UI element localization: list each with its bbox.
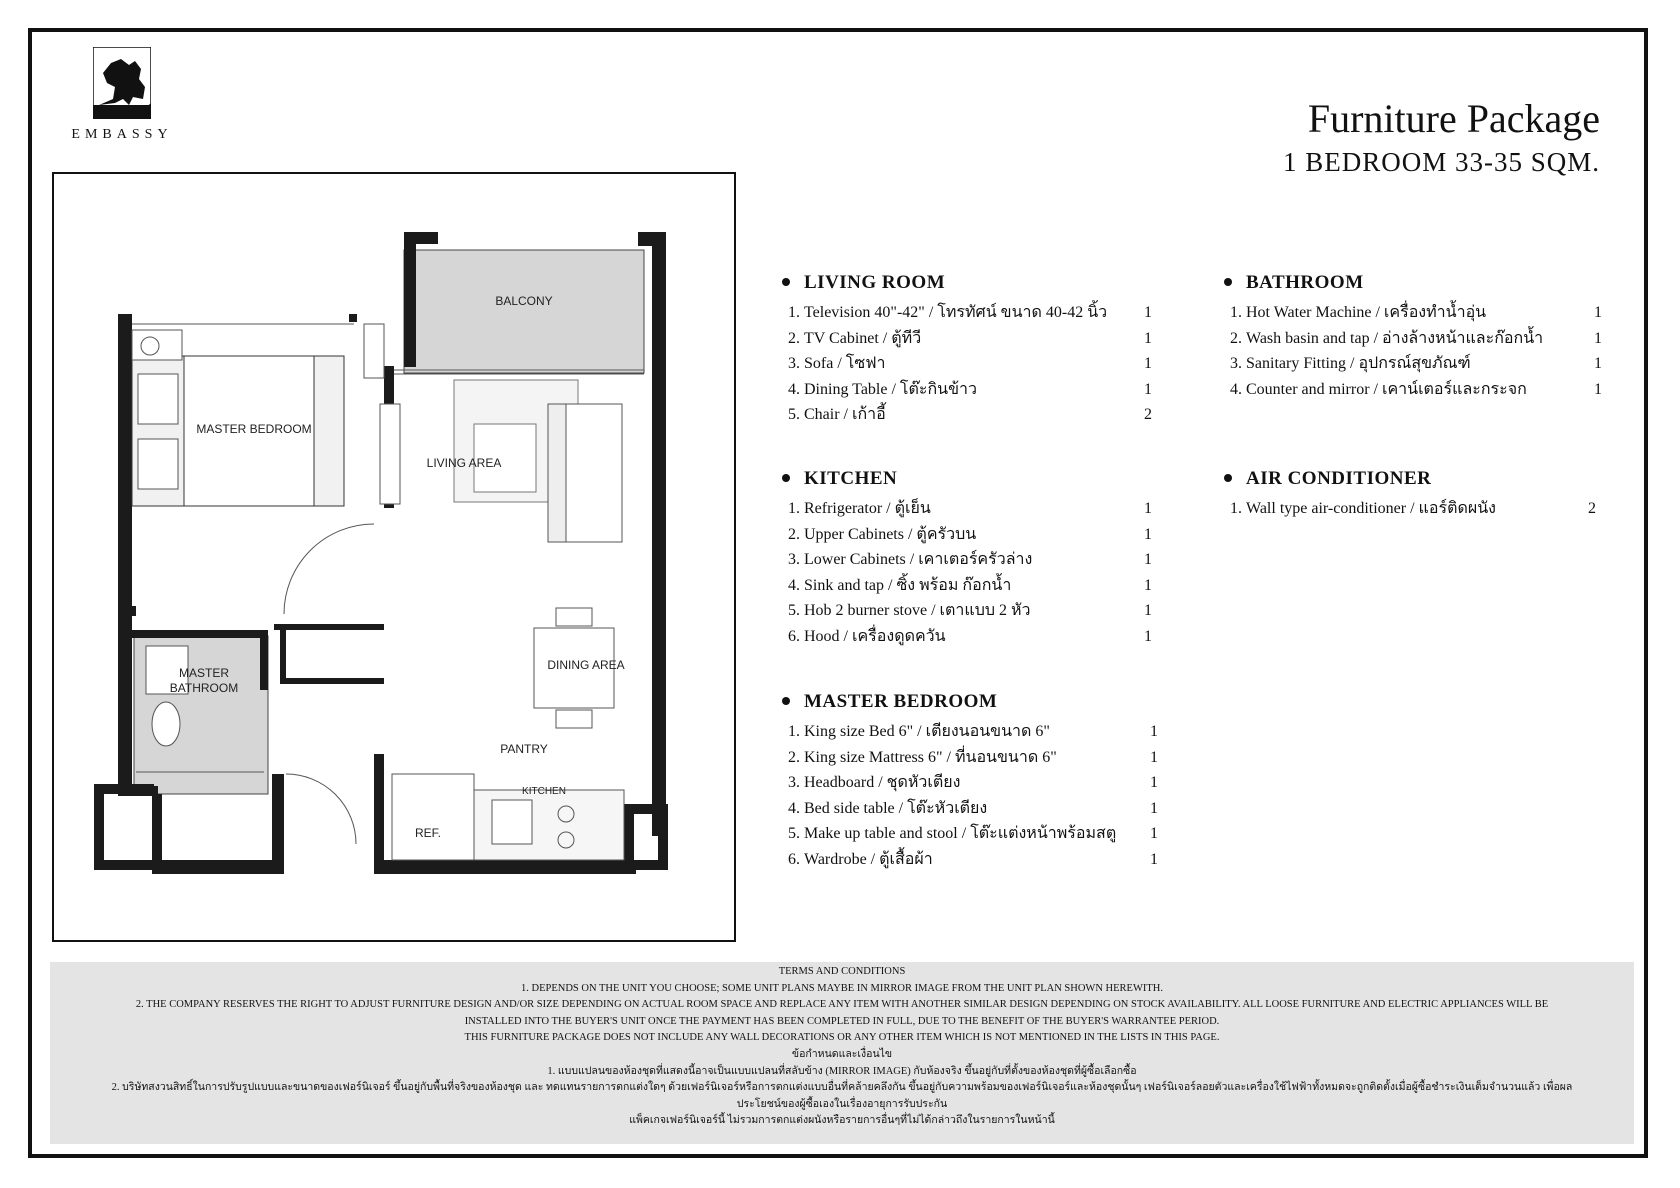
terms-line: แพ็คเกจเฟอร์นิเจอร์นี้ ไม่รวมการตกแต่งผนังหรือรายการอื่นๆที่ไม่ได้กล่าวถึงในรายการในหน้านี้ (629, 1115, 1055, 1127)
label-pantry: PANTRY (500, 742, 548, 756)
section-air-conditioner (1224, 468, 1596, 522)
floor-plan (52, 172, 736, 942)
terms-line: TERMS AND CONDITIONS (778, 966, 906, 977)
list-item: 4. Dining Table / โต๊ะกินข้าว 1 (788, 380, 1152, 398)
kitchen-heading: KITCHEN (782, 468, 1152, 490)
list-item: 4. Bed side table / โต๊ะหัวเตียง 1 (788, 799, 1158, 817)
terms-line: ข้อกำหนดและเงื่อนไข (791, 1048, 893, 1060)
list-item: 3. Headboard / ชุดหัวเตียง 1 (788, 774, 1158, 791)
lion-logo-icon (93, 47, 151, 119)
terms-line: 2. บริษัทสงวนสิทธิ์ในการปรับรูปแบบและขนาดของเฟอร์นิเจอร์ ขึ้นอยู่กับพื้นที่จริงของห้องชุด และ ทดแทนรายการตกแต่งใดๆ ด้วยเฟอร์นิเจอร์หรือการตกแต่งแบบอื่นที่คล้ายคลึงกัน ขึ้นอยู่กับความพร้อมของเฟอร์นิเจอร์และห้องชุดนั้นๆ เฟอร์นิเจอร์ลอยตัวและเครื่องใช้ไฟฟ้าทั้งหมดจะถูกติดตั้งเมื่อผู้ซื้อชำระเงินเต็มจำนวนแล้ว เพื่อผลประโยชน์ของผู้ซื้อเองในเรื่องอายุการรับประกัน (111, 1082, 1573, 1110)
list-item: 3. Lower Cabinets / เคาเตอร์ครัวล่าง 1 (788, 551, 1152, 568)
label-balcony: BALCONY (495, 294, 553, 308)
master-bedroom-heading: MASTER BEDROOM (782, 691, 1158, 713)
floor-plan-drawing (54, 174, 738, 944)
list-item: 1. Wall type air-conditioner / แอร์ติดผนัง 2 (1230, 500, 1596, 517)
living-room-heading: LIVING ROOM (782, 272, 1152, 294)
list-item: 1. King size Bed 6" / เตียงนอนขนาด 6" 1 (788, 723, 1158, 740)
section-living-room (782, 272, 1152, 428)
list-item: 5. Make up table and stool / โต๊ะแต่งหน้าพร้อมสตู 1 (788, 825, 1158, 842)
label-ref: REF. (414, 826, 441, 840)
list-item: 2. King size Mattress 6" / ที่นอนขนาด 6" 1 (788, 748, 1158, 766)
terms-line: 2. THE COMPANY RESERVES THE RIGHT TO ADJUST FURNITURE DESIGN AND/OR SIZE DEPENDING ON ACTUAL ROOM SPACE AND REPLACE ANY ITEM WITH ANOTHER SIMILAR DESIGN DEPENDING ON STOCK AVAILABILITY. ALL LOOSE FURNITURE AND ELECTRIC APPLIANCES WILL BE INSTALLED INTO THE BUYER'S UNIT ONCE THE PAYMENT HAS BEEN COMPLETED IN FULL, DUE TO THE BENEFIT OF THE BUYER'S WARRANTEE PERIOD. (135, 999, 1549, 1027)
label-master-bathroom-line1: MASTER (178, 666, 229, 680)
list-item: 3. Sanitary Fitting / อุปกรณ์สุขภัณฑ์ 1 (1230, 355, 1602, 372)
label-master-bathroom-line2: BATHROOM (169, 681, 239, 695)
page-title (1283, 94, 1600, 180)
section-kitchen (782, 468, 1152, 649)
section-bathroom (1224, 272, 1602, 402)
terms-and-conditions (50, 962, 1634, 1144)
list-item: 5. Chair / เก้าอี้ 2 (788, 406, 1152, 423)
terms-line: 1. แบบแปลนของห้องชุดที่แสดงนี้อาจเป็นแบบแปลนที่สลับข้าง (MIRROR IMAGE) กับห้องจริง ขึ้นอยู่กับที่ตั้งของห้องชุดที่ผู้ซื้อเลือกซื้อ (547, 1065, 1137, 1077)
label-master-bathroom (164, 666, 244, 696)
list-item: 4. Sink and tap / ซิ้ง พร้อม ก๊อกน้ำ 1 (788, 576, 1152, 594)
list-item: 6. Hood / เครื่องดูดควัน 1 (788, 627, 1152, 645)
label-kitchen: KITCHEN (522, 786, 566, 797)
list-item: 1. Refrigerator / ตู้เย็น 1 (788, 500, 1152, 517)
embassy-logo (52, 47, 192, 143)
bathroom-heading: BATHROOM (1224, 272, 1602, 294)
list-item: 2. Wash basin and tap / อ่างล้างหน้าและก๊อกน้ำ 1 (1230, 329, 1602, 347)
list-item: 6. Wardrobe / ตู้เสื้อผ้า 1 (788, 850, 1158, 868)
title-sub: 1 BEDROOM 33-35 SQM. (1282, 147, 1600, 177)
label-master-bedroom: MASTER BEDROOM (196, 422, 312, 436)
label-living-area: LIVING AREA (426, 456, 502, 470)
list-item: 2. TV Cabinet / ตู้ทีวี 1 (788, 329, 1152, 347)
air-conditioner-heading: AIR CONDITIONER (1224, 468, 1596, 490)
list-item: 3. Sofa / โซฟา 1 (788, 355, 1152, 372)
list-item: 4. Counter and mirror / เคาน์เตอร์และกระจก 1 (1230, 380, 1602, 398)
brand-name: EMBASSY (71, 127, 173, 142)
list-item: 1. Hot Water Machine / เครื่องทำน้ำอุ่น 1 (1230, 304, 1602, 321)
list-item: 1. Television 40"-42" / โทรทัศน์ ขนาด 40-42 นิ้ว 1 (788, 304, 1152, 321)
label-dining-area: DINING AREA (547, 658, 625, 672)
title-main: Furniture Package (1307, 96, 1600, 141)
list-item: 2. Upper Cabinets / ตู้ครัวบน 1 (788, 525, 1152, 543)
terms-line: 1. DEPENDS ON THE UNIT YOU CHOOSE; SOME UNIT PLANS MAYBE IN MIRROR IMAGE FROM THE UNIT PLAN SHOWN HEREWITH. (521, 982, 1163, 994)
terms-line: THIS FURNITURE PACKAGE DOES NOT INCLUDE ANY WALL DECORATIONS OR ANY OTHER ITEM WHICH IS NOT MENTIONED IN THE LISTS IN THIS PAGE. (464, 1032, 1220, 1044)
list-item: 5. Hob 2 burner stove / เตาแบบ 2 หัว 1 (788, 602, 1152, 619)
section-master-bedroom (782, 691, 1158, 872)
